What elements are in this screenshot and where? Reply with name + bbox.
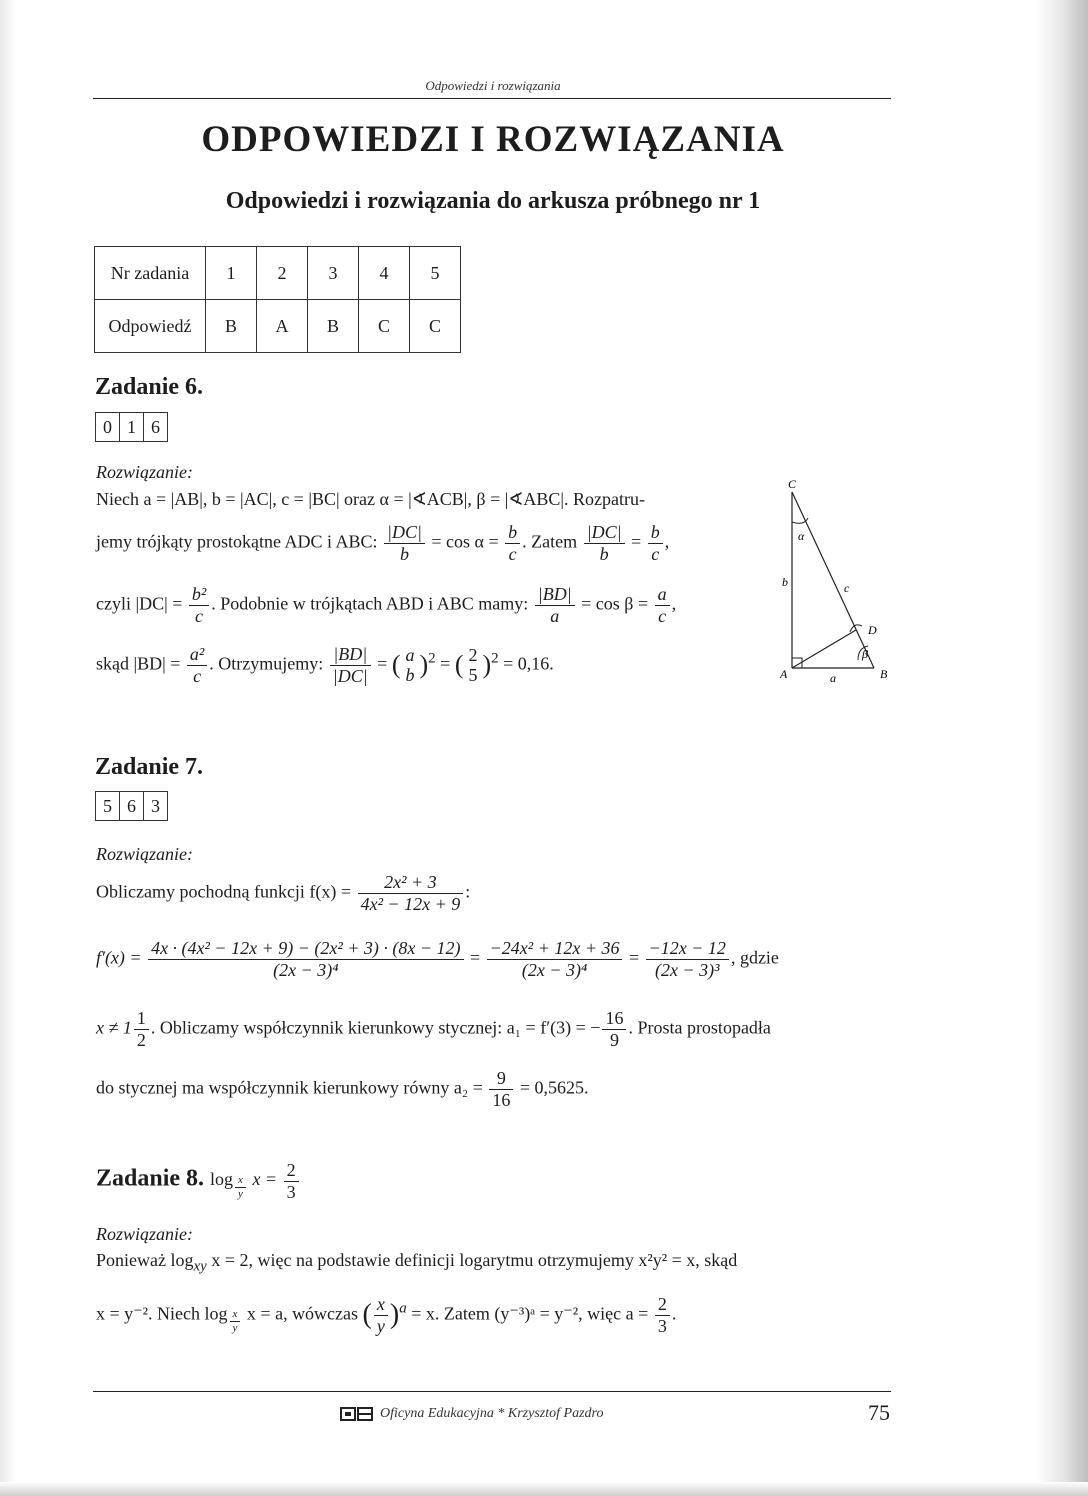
answer-table-cell: 4 (359, 247, 410, 300)
fraction: $\frac{x}{y}$ (374, 1294, 388, 1336)
fraction-denominator: (2x − 3)⁴ (521, 959, 588, 980)
task6-line-3: czyli |DC| = $\frac{\text{b²}}{c}$ . Podobnie w trójkątach ABD i ABC mamy: $\frac{|BD|}{a}$ = cos β = $\frac{a}{c}$ , (96, 584, 677, 626)
task8-text: x = (252, 1169, 278, 1190)
fraction: $\frac{|BD|}{|DC|}$ (330, 644, 371, 686)
footer-rule (93, 1391, 891, 1392)
task8-heading-line: Zadanie 8. log $_{\frac{x}{y}}$ x = $\frac{2}{3}$ (96, 1160, 301, 1202)
task8-text: x = y⁻². Niech log (96, 1303, 228, 1324)
answer-table-cell: A (257, 300, 308, 353)
vertex-label: A (780, 667, 788, 681)
fraction-numerator: 4x · (4x² − 12x + 9) − (2x² + 3) · (8x − 12) (148, 938, 463, 960)
task7-answer-boxes (96, 791, 168, 821)
scan-edge-right (1036, 0, 1088, 1496)
task8-text: log (210, 1169, 234, 1190)
task7-heading: Zadanie 7. (95, 754, 204, 780)
running-header: Odpowiedzi i rozwiązania (425, 78, 561, 93)
task8-solution-label: Rozwiązanie: (96, 1224, 193, 1244)
header-rule (93, 98, 891, 99)
fraction: 2 5 (468, 644, 478, 686)
task7-text: . Obliczamy współczynnik kierunkowy stycznej: a₁ = f′(3) = − (150, 1017, 601, 1038)
fraction: $\frac{\text{b²}}{c}$ (189, 584, 209, 626)
task7-text: = 0,5625. (519, 1077, 589, 1098)
footer (340, 1406, 603, 1422)
answer-box: 1 (119, 412, 144, 442)
answer-table (94, 246, 461, 353)
task7-text: , gdzie (730, 947, 779, 968)
triangle-side-bc (792, 492, 874, 668)
task7-solution-label: Rozwiązanie: (96, 844, 193, 864)
answer-box: 0 (95, 412, 120, 442)
vertex-label: D (868, 623, 877, 637)
fraction (646, 938, 729, 980)
fraction-numerator: 2x² + 3 (358, 872, 464, 894)
answer-table-cell: 5 (410, 247, 461, 300)
answer-table-cell: B (308, 300, 359, 353)
answer-table-header: Odpowiedź (95, 300, 206, 353)
task6-text: . Podobnie w trójkątach ABD i ABC mamy: (211, 593, 529, 614)
fraction-denominator: 4x² − 12x + 9 (360, 893, 461, 914)
side-label: b (782, 575, 788, 589)
fraction: $\frac{|DC|}{b}$ (384, 522, 425, 564)
fraction: $\frac{a}{c}$ (655, 584, 670, 626)
task8-line-1 (96, 1250, 737, 1276)
angle-label: β (862, 647, 868, 661)
task7-text: Obliczamy pochodną funkcji f(x) = (96, 881, 352, 902)
page-title: ODPOWIEDZI I ROZWIĄZANIA (201, 119, 785, 160)
answer-table-header: Nr zadania (95, 247, 206, 300)
fraction: $\frac{b}{c}$ (648, 522, 663, 564)
task8-text: x = 2, więc na podstawie definicji logarytmu otrzymujemy x²y² = x, skąd (211, 1250, 738, 1270)
task8-text: xy (193, 1258, 207, 1275)
task7-text: f′(x) = (96, 947, 142, 968)
fraction: $\frac{|BD|}{a}$ (535, 584, 575, 626)
scan-edge-bottom (0, 1482, 1088, 1496)
answer-table-cell: C (359, 300, 410, 353)
answer-table-row-numbers (95, 247, 461, 300)
triangle-figure (770, 474, 900, 689)
task7-line-2: f′(x) = $\frac{\text{4x · (4x² − 12x + 9) − (2x² + 3) · (8x − 12)}}{\text{(2x − 3)⁴}}$ = $\frac{\text{−24x² + 12x + 36}}{\text{(2x − 3)⁴}}$ = $\frac{-12x - 12}{\text{(2x − 3)³}}$ , gdzie (96, 938, 779, 980)
task6-text: = cos α = (431, 531, 499, 552)
task8-heading: Zadanie 8. (96, 1165, 205, 1192)
scan-edge-left (0, 0, 16, 1496)
page-number: 75 (868, 1400, 890, 1425)
fraction-denominator: (2x − 3)³ (655, 959, 720, 980)
fraction-numerator: −12x − 12 (646, 938, 729, 960)
task8-text: Ponieważ log (96, 1250, 194, 1270)
answer-box: 3 (143, 791, 168, 821)
footer-text: Oficyna Edukacyjna * Krzysztof Pazdro (380, 1406, 604, 1421)
task6-line-2: jemy trójkąty prostokątne ADC i ABC: $\frac{|DC|}{b}$ = cos α = $\frac{b}{c}$ . Zatem $\frac{|DC|}{b}$ = $\frac{b}{c}$ , (96, 522, 670, 564)
task6-text: czyli |DC| = (96, 593, 183, 614)
task6-line-4: skąd |BD| = $\frac{\text{a²}}{c}$ . Otrzymujemy: $\frac{|BD|}{|DC|}$ = ( a b )$^2$ = ( 2 5 )$^2$ = 0,16. (96, 644, 554, 686)
answer-box: 6 (143, 412, 168, 442)
task6-text: jemy trójkąty prostokątne ADC i ABC: (96, 531, 378, 552)
fraction-denominator: (2x − 3)⁴ (273, 959, 339, 980)
task6-solution-label: Rozwiązanie: (96, 462, 193, 482)
task6-text: . Zatem (522, 531, 578, 552)
answer-box: 6 (119, 791, 144, 821)
task7-line-3 (96, 1008, 771, 1050)
fraction: $\frac{16}{9}$ (602, 1008, 626, 1050)
publisher-logo-icon (340, 1406, 374, 1422)
angle-label: α (798, 529, 805, 543)
vertex-label: B (880, 667, 888, 681)
answer-table-cell: 2 (257, 247, 308, 300)
task8-line-2: x = y⁻². Niech log $_{\frac{x}{y}}$ x = a, wówczas ( $\frac{x}{y}$ )$^a$ = x. Zatem (y⁻³)ᵃ = y⁻², więc a = $\frac{2}{3}$ . (96, 1294, 677, 1336)
answer-table-cell: C (410, 300, 461, 353)
fraction: $\frac{b}{c}$ (505, 522, 520, 564)
task7-line-1: Obliczamy pochodną funkcji f(x) = $\frac{\text{2x² + 3}}{\text{4x² − 12x + 9}}$ : (96, 872, 471, 914)
fraction: $\frac{2}{3}$ (284, 1160, 299, 1202)
fraction: $\frac{|DC|}{b}$ (584, 522, 625, 564)
task8-text: x = a, wówczas (246, 1303, 359, 1324)
task7-line-4 (96, 1068, 589, 1110)
page-subtitle: Odpowiedzi i rozwiązania do arkusza próbnego nr 1 (225, 188, 761, 214)
task8-text: = x. Zatem (y⁻³)ᵃ = y⁻², więc a = (411, 1303, 649, 1324)
answer-table-cell: 3 (308, 247, 359, 300)
fraction (148, 938, 463, 980)
fraction-numerator: −24x² + 12x + 36 (487, 938, 623, 960)
answer-table-cell: 1 (206, 247, 257, 300)
task7-text: x ≠ 1 (96, 1017, 132, 1038)
side-label: c (844, 581, 850, 595)
task6-answer-boxes (96, 412, 168, 442)
fraction: a b (405, 644, 415, 686)
task6-text: . Otrzymujemy: (209, 653, 324, 674)
fraction (358, 872, 464, 914)
task6-text: = 0,16. (503, 653, 554, 674)
task6-text: = cos β = (581, 593, 649, 614)
task7-text: do stycznej ma współczynnik kierunkowy równy a₂ = (96, 1077, 483, 1098)
task7-text: . Prosta prostopadła (628, 1017, 771, 1038)
fraction: $\frac{\text{a²}}{c}$ (187, 644, 207, 686)
task6-heading: Zadanie 6. (95, 374, 204, 400)
task6-text: skąd |BD| = (96, 653, 181, 674)
side-label: a (830, 671, 836, 685)
answer-box: 5 (95, 791, 120, 821)
vertex-label: C (788, 477, 797, 491)
fraction (487, 938, 623, 980)
task6-line-1: Niech a = |AB|, b = |AC|, c = |BC| oraz α = |∢ACB|, β = |∢ABC|. Rozpatru- (96, 489, 645, 509)
fraction: $\frac{1}{2}$ (134, 1008, 149, 1050)
fraction: $\frac{9}{16}$ (489, 1068, 513, 1110)
fraction: $\frac{2}{3}$ (655, 1294, 670, 1336)
answer-table-cell: B (206, 300, 257, 353)
answer-table-row-answers (95, 300, 461, 353)
